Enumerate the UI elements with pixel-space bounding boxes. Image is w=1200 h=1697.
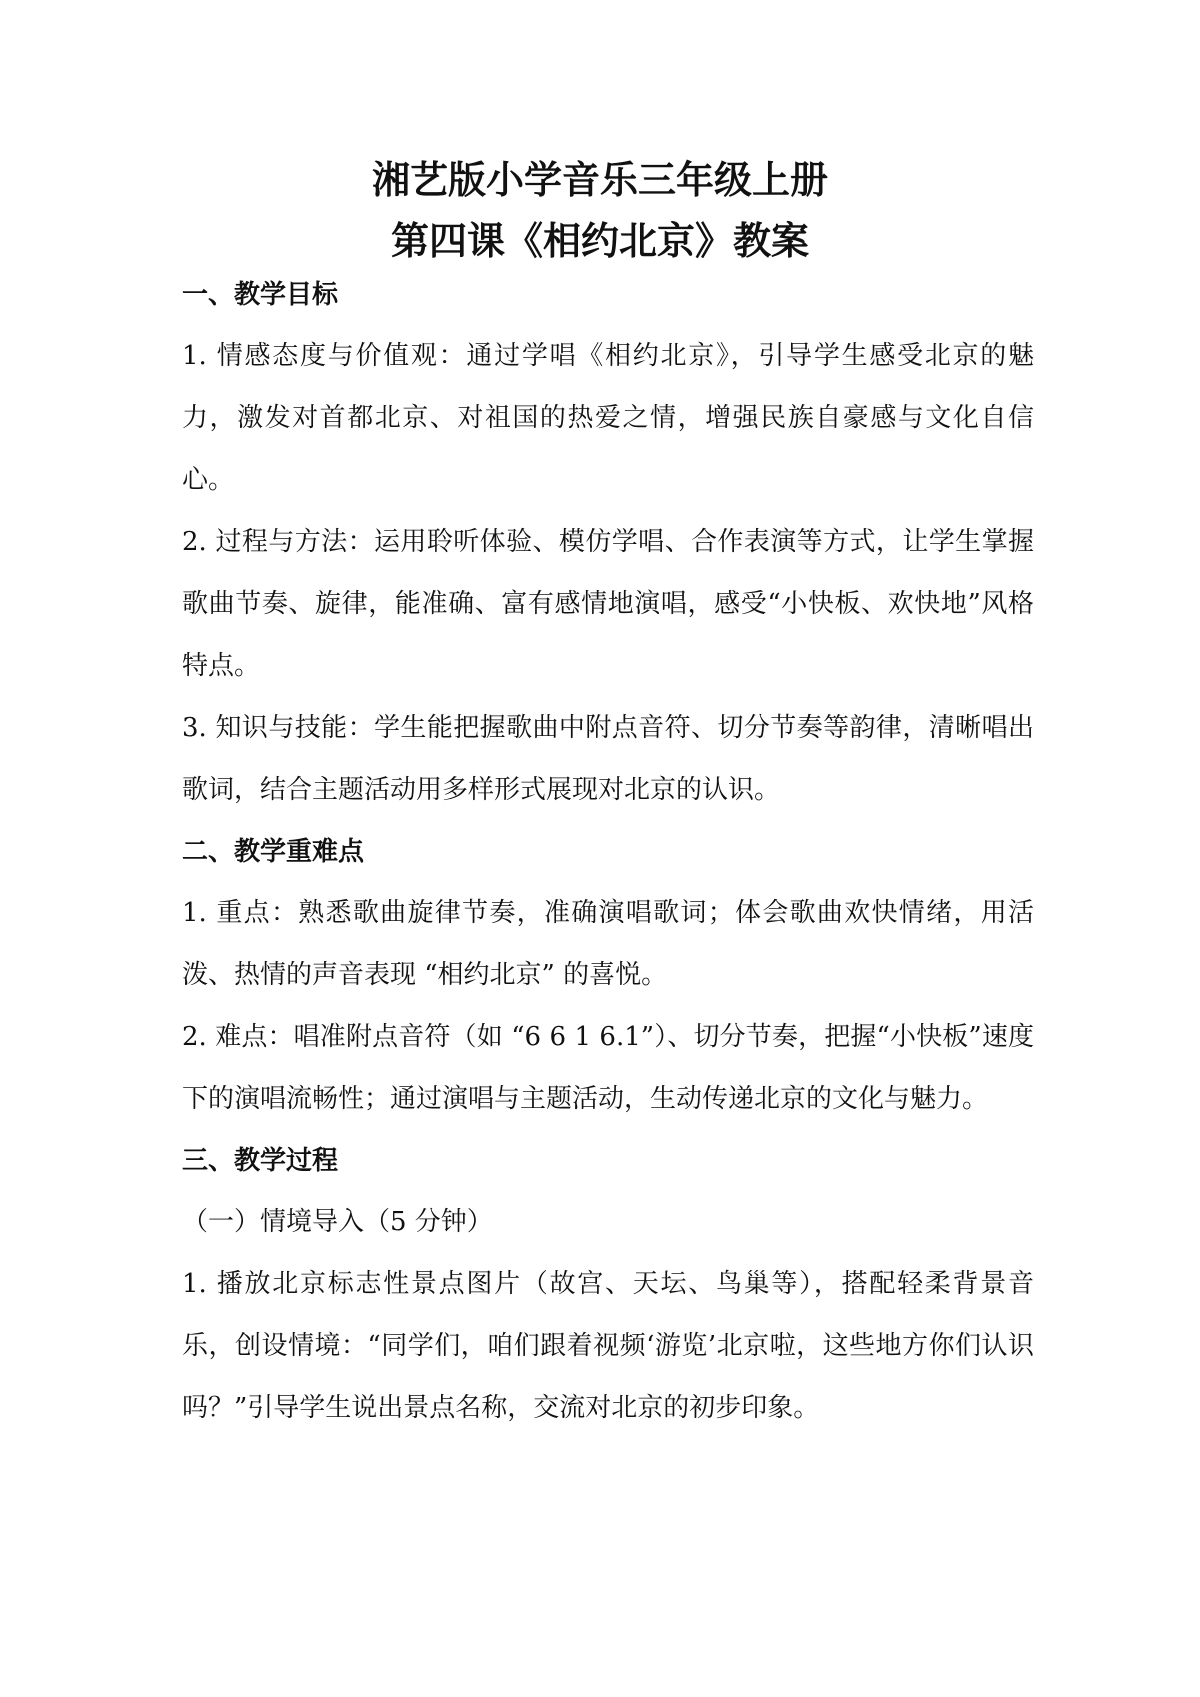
document-title-line1: 湘艺版小学音乐三年级上册 <box>371 158 828 202</box>
section-heading-teaching-goals: 一、教学目标 <box>182 280 339 310</box>
goal-paragraph-3: 3. 知识与技能：学生能把握歌曲中附点音符、切分节奏等韵律，清晰唱出歌词，结合主题活动用多样形式展现对北京的认识。 <box>182 713 1034 805</box>
key-point-paragraph-1: 1. 重点：熟悉歌曲旋律节奏，准确演唱歌词；体会歌曲欢快情绪，用活泼、热情的声音表现 “相约北京” 的喜悦。 <box>182 898 1034 990</box>
goal-paragraph-2: 2. 过程与方法：运用聆听体验、模仿学唱、合作表演等方式，让学生掌握歌曲节奏、旋律，能准确、富有感情地演唱，感受“小快板、欢快地”风格特点。 <box>182 527 1034 681</box>
key-point-paragraph-2: 2. 难点：唱准附点音符（如 “6 6 1 6.1”）、切分节奏，把握“小快板”速度下的演唱流畅性；通过演唱与主题活动，生动传递北京的文化与魅力。 <box>182 1022 1034 1114</box>
section-heading-process: 三、教学过程 <box>182 1146 339 1176</box>
process-paragraph-1: 1. 播放北京标志性景点图片（故宫、天坛、鸟巢等），搭配轻柔背景音乐，创设情境：“同学们，咱们跟着视频‘游览’北京啦，这些地方你们认识吗？”引导学生说出景点名称，交流对北京的初步印象。 <box>182 1269 1034 1423</box>
document-title-line2: 第四课《相约北京》教案 <box>390 219 809 263</box>
goal-paragraph-1: 1. 情感态度与价值观：通过学唱《相约北京》，引导学生感受北京的魅力，激发对首都北京、对祖国的热爱之情，增强民族自豪感与文化自信心。 <box>182 341 1034 495</box>
document-body <box>182 278 1034 1453</box>
section-heading-key-points: 二、教学重难点 <box>182 837 365 867</box>
process-subheading-intro: （一）情境导入（5 分钟） <box>182 1207 493 1237</box>
